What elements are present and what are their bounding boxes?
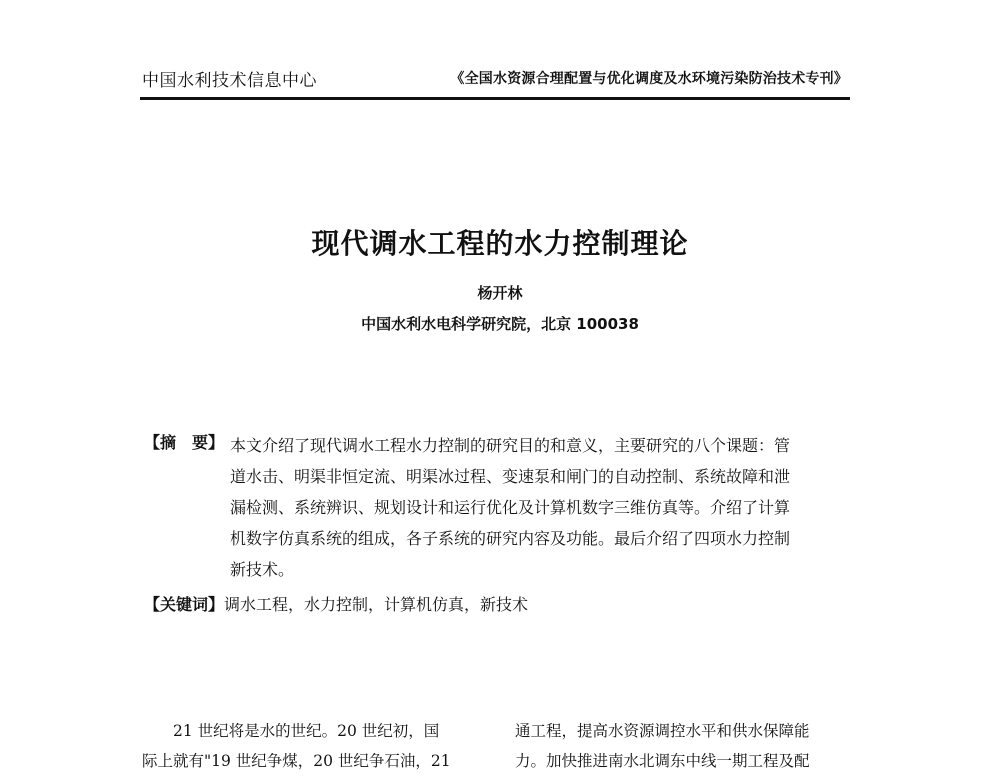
paper-title: 现代调水工程的水力控制理论 xyxy=(311,227,689,260)
running-header-publisher: 中国水利技术信息中心 xyxy=(142,71,317,91)
paper-author: 杨开林 xyxy=(477,284,523,302)
body-line: 力。加快推进南水北调东中线一期工程及配 xyxy=(515,752,810,770)
running-header-journal: 《全国水资源合理配置与优化调度及水环境污染防治技术专刊》 xyxy=(450,71,848,87)
abstract-line: 漏检测、系统辨识、规划设计和运行优化及计算机数字三维仿真等。介绍了计算 xyxy=(230,498,791,517)
abstract-line: 道水击、明渠非恒定流、明渠冰过程、变速泵和闸门的自动控制、系统故障和泄 xyxy=(230,467,791,486)
abstract-line: 机数字仿真系统的组成，各子系统的研究内容及功能。最后介绍了四项水力控制 xyxy=(230,529,791,548)
keywords-label: 【关键词】 xyxy=(144,595,225,614)
body-line: 21 世纪将是水的世纪。20 世纪初，国 xyxy=(142,722,440,740)
header-rule xyxy=(140,97,850,100)
abstract-line: 本文介绍了现代调水工程水力控制的研究目的和意义，主要研究的八个课题：管 xyxy=(230,436,791,455)
keywords-row xyxy=(144,592,528,618)
body-column-right xyxy=(515,716,855,776)
abstract-label: 【摘 要】 xyxy=(144,433,225,452)
body-column-left xyxy=(142,716,482,776)
abstract-body xyxy=(230,430,854,585)
keywords-text: 调水工程，水力控制，计算机仿真，新技术 xyxy=(224,595,529,614)
abstract-line: 新技术。 xyxy=(230,560,295,579)
paper-affiliation: 中国水利水电科学研究院，北京 100038 xyxy=(361,315,639,333)
body-line: 通工程，提高水资源调控水平和供水保障能 xyxy=(515,722,810,740)
body-line: 际上就有"19 世纪争煤，20 世纪争石油，21 xyxy=(142,752,451,770)
